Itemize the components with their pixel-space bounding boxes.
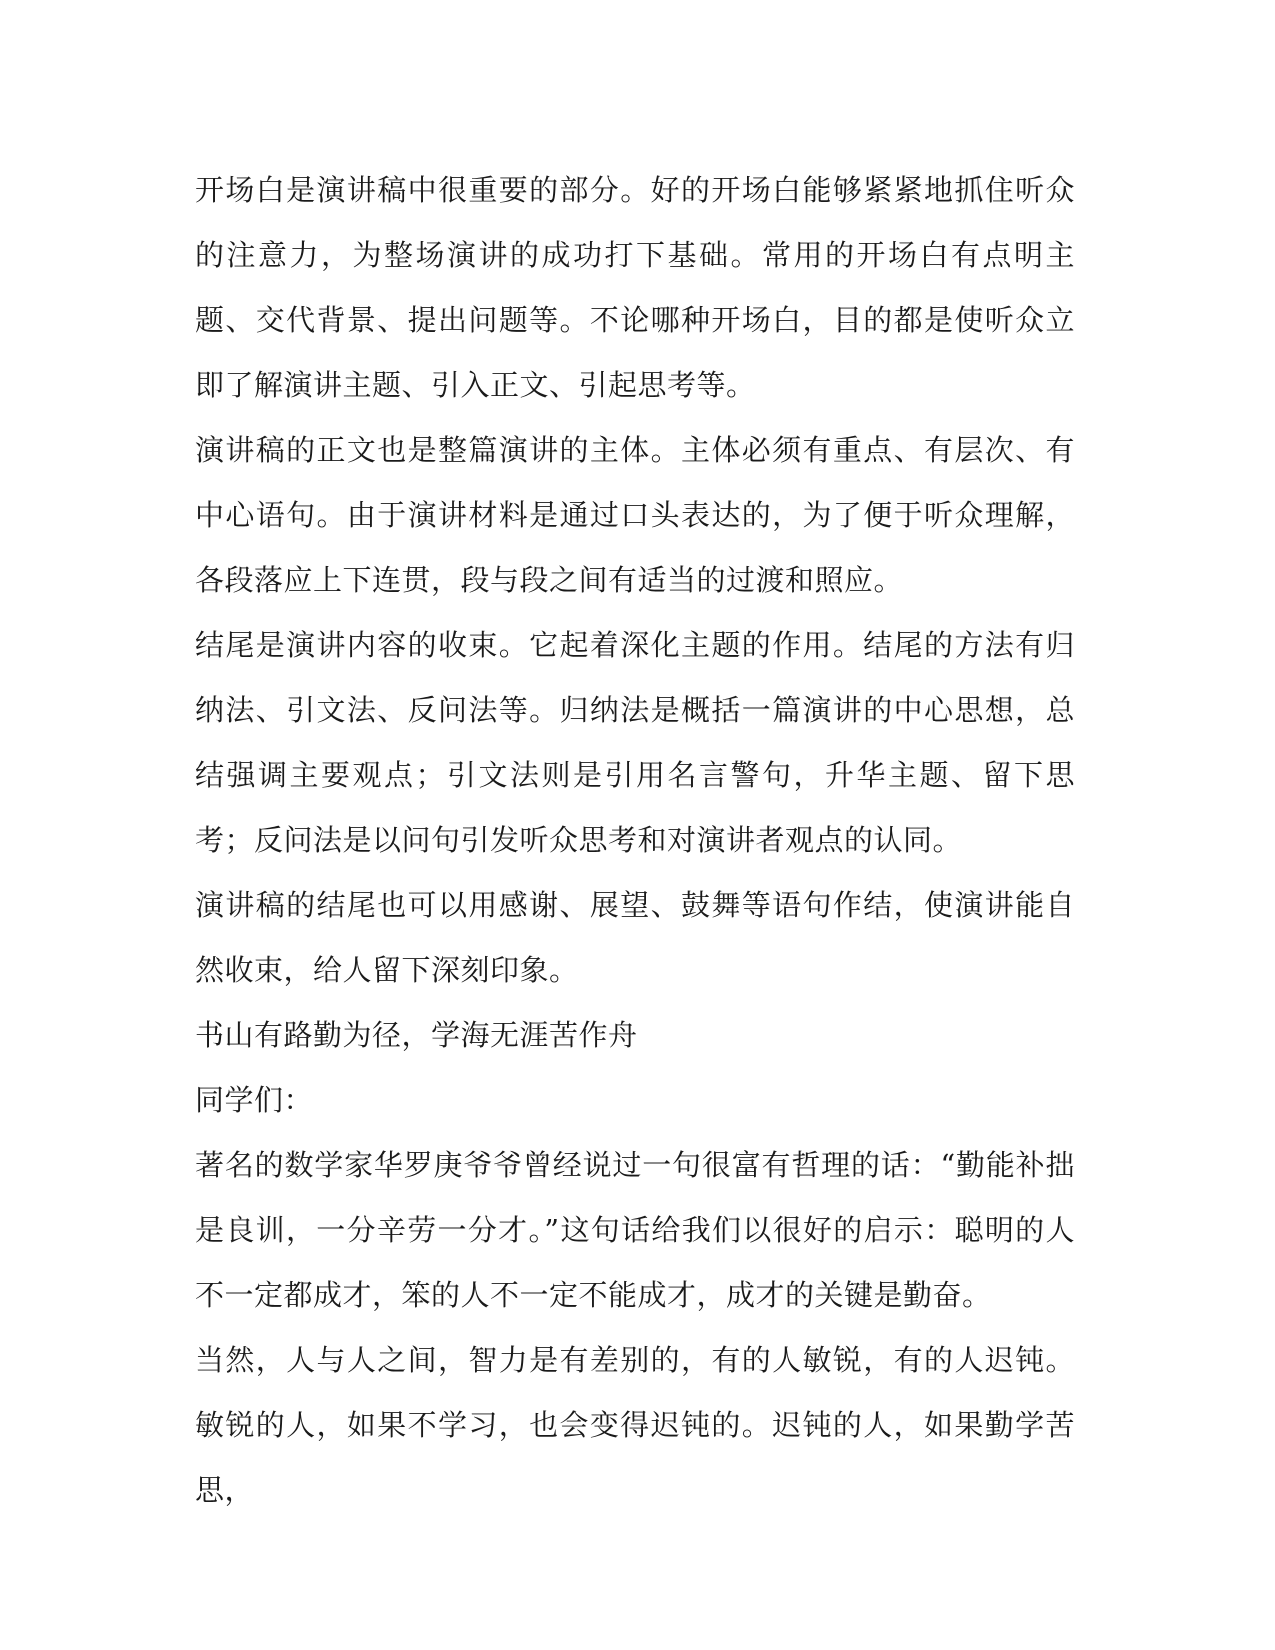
paragraph-ending-alt: 演讲稿的结尾也可以用感谢、展望、鼓舞等语句作结，使演讲能自然收束，给人留下深刻印象。 [195,888,1075,987]
speech-title: 书山有路勤为径，学海无涯苦作舟 [195,1018,638,1052]
salutation: 同学们： [195,1083,314,1117]
paragraph-intelligence: 当然，人与人之间，智力是有差别的，有的人敏锐，有的人迟钝。敏锐的人，如果不学习，也会变得迟钝的。迟钝的人，如果勤学苦思， [195,1343,1075,1507]
paragraph-opening: 开场白是演讲稿中很重要的部分。好的开场白能够紧紧地抓住听众的注意力，为整场演讲的成功打下基础。常用的开场白有点明主题、交代背景、提出问题等。不论哪种开场白，目的都是使听众立即了解演讲主题、引入正文、引起思考等。 [195,173,1075,402]
paragraph-ending: 结尾是演讲内容的收束。它起着深化主题的作用。结尾的方法有归纳法、引文法、反问法等。归纳法是概括一篇演讲的中心思想，总结强调主要观点；引文法则是引用名言警句，升华主题、留下思考；反问法是以问句引发听众思考和对演讲者观点的认同。 [195,628,1075,857]
paragraph-quote: 著名的数学家华罗庚爷爷曾经说过一句很富有哲理的话：“勤能补拙是良训，一分辛劳一分才。”这句话给我们以很好的启示：聪明的人不一定都成才，笨的人不一定不能成才，成才的关键是勤奋。 [195,1148,1075,1312]
body-text [195,158,1075,1523]
paragraph-main-body: 演讲稿的正文也是整篇演讲的主体。主体必须有重点、有层次、有中心语句。由于演讲材料是通过口头表达的，为了便于听众理解，各段落应上下连贯，段与段之间有适当的过渡和照应。 [195,433,1075,597]
